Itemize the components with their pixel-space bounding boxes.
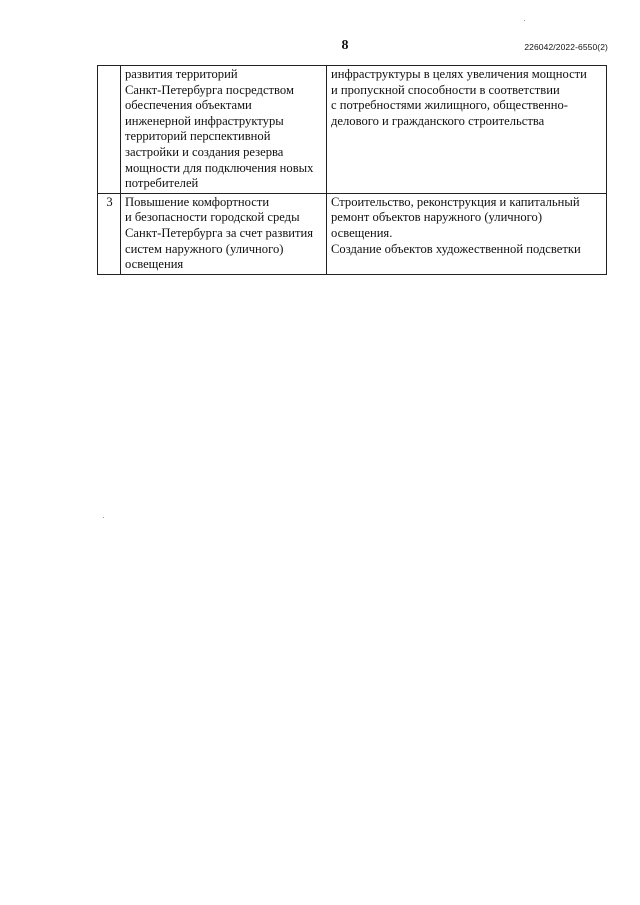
activity-line: делового и гражданского строительства [331, 113, 545, 128]
activity-line: Строительство, реконструкция и капитальный [331, 194, 580, 209]
activity-line: инфраструктуры в целях увеличения мощности [331, 67, 587, 81]
page-number: 8 [341, 38, 349, 53]
task-line: систем наружного (уличного) [125, 241, 284, 256]
scan-speck [524, 20, 525, 21]
activity-line: с потребностями жилищного, общественно- [331, 98, 568, 113]
activity-line: и пропускной способности в соответствии [331, 82, 560, 97]
task-line: инженерной инфраструктуры [125, 113, 284, 128]
task-cell [121, 193, 327, 274]
task-line: Санкт-Петербурга за счет развития [125, 225, 314, 240]
activity-line: ремонт объектов наружного (уличного) [331, 210, 543, 225]
scan-speck [103, 517, 104, 518]
activity-line: Создание объектов художественной подсветки [331, 241, 581, 256]
row-number-cell: 3 [98, 193, 121, 274]
task-line: Повышение комфортности [125, 194, 270, 209]
activity-line: освещения. [331, 225, 393, 240]
task-line: потребителей [125, 176, 199, 191]
document-id: 226042/2022-6550(2) [524, 42, 608, 52]
task-line: застройки и создания резерва [125, 144, 284, 159]
measures-table [97, 65, 607, 275]
table-row [98, 193, 607, 274]
task-line: мощности для подключения новых [125, 160, 314, 175]
task-line: развития территорий [125, 67, 238, 81]
task-line: обеспечения объектами [125, 98, 252, 113]
task-line: Санкт-Петербурга посредством [125, 82, 294, 97]
task-cell [121, 66, 327, 194]
activity-cell [327, 193, 607, 274]
task-line: освещения [125, 257, 184, 272]
activity-cell [327, 66, 607, 194]
task-line: территорий перспективной [125, 129, 271, 144]
task-line: и безопасности городской среды [125, 210, 300, 225]
row-number-cell [98, 66, 121, 194]
table-row [98, 66, 607, 194]
